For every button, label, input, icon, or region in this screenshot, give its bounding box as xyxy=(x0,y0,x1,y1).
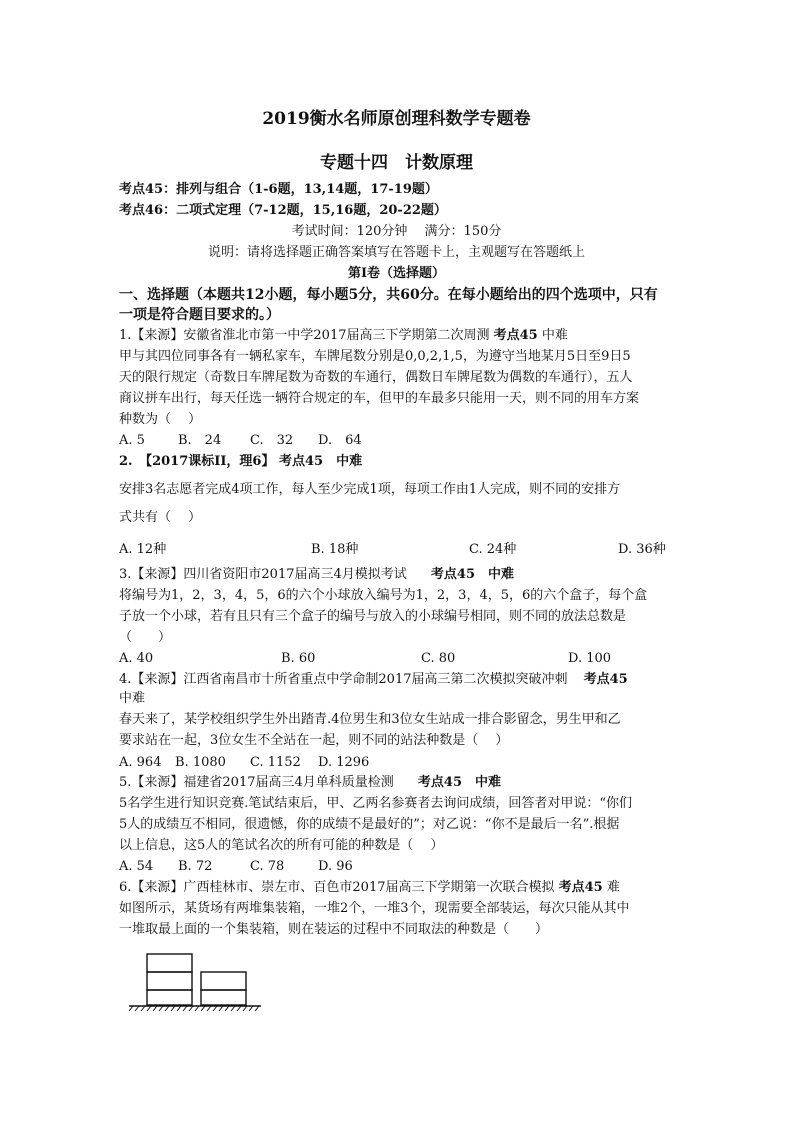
q2-option-b: B. 18种 xyxy=(311,542,359,557)
q1-text-line-1: 甲与其四位同事各有一辆私家车，车牌尾数分别是0,0,2,1,5，为遵守当地某月5日至9日5 xyxy=(119,349,631,364)
q3-option-c: C. 80 xyxy=(421,651,456,666)
q1-option-d: D. 64 xyxy=(318,433,362,448)
q5-text-line-2: 5人的成绩互不相同，很遗憾，你的成绩不是最好的”；对乙说：“你不是最后一名”.根据 xyxy=(119,817,620,832)
q4-knowledge-tag: 考点45 xyxy=(583,672,628,687)
container-stacks-figure xyxy=(125,950,265,1014)
q5-text-line-1: 5名学生进行知识竞赛.笔试结束后，甲、乙两名参赛者去询问成绩，回答者对甲说：“你们 xyxy=(119,796,633,811)
q6-text-line-1: 如图所示，某货场有两堆集装箱，一堆2个，一堆3个，现需要全部装运，每次只能从其中 xyxy=(119,901,630,916)
q6-text-line-2: 一堆取最上面的一个集装箱，则在装运的过程中不同取法的种数是（ ） xyxy=(119,922,549,937)
q1-difficulty: 中难 xyxy=(541,328,568,343)
q3-text-line-2: 子放一个小球，若有且只有三个盒子的编号与放入的小球编号相同，则不同的放法总数是 xyxy=(119,609,627,624)
q4-difficulty: 中难 xyxy=(119,691,146,706)
q1-source-text: 1.【来源】安徽省淮北市第一中学2017届高三下学期第二次周测 xyxy=(119,328,490,343)
q2-source xyxy=(119,453,362,471)
q1-source xyxy=(119,327,568,345)
q5-source-text: 5.【来源】福建省2017届高三4月单科质量检测 xyxy=(119,775,394,790)
q3-text-line-3: （ ） xyxy=(119,630,172,645)
q5-knowledge-tag: 考点45 中难 xyxy=(417,775,501,790)
q3-text-line-1: 将编号为1，2，3，4，5，6的六个小球放入编号为1，2，3，4，5，6的六个盒子，每个盒 xyxy=(119,588,648,603)
section-heading-line-1: 一、选择题（本题共12小题，每小题5分，共60分。在每小题给出的四个选项中，只有 xyxy=(119,287,658,303)
q2-source-text: 2. 【2017课标II，理6】 xyxy=(119,454,275,469)
part-one-heading: 第I卷（选择题） xyxy=(347,266,446,281)
q1-option-c: C. 32 xyxy=(250,433,294,448)
q3-source xyxy=(119,566,514,584)
stack-left-box-middle xyxy=(147,972,192,990)
exam-time: 考试时间：120分钟 满分：150分 xyxy=(291,224,502,239)
stack-right-box-top xyxy=(201,972,246,990)
q3-option-b: B. 60 xyxy=(281,651,316,666)
q3-source-text: 3.【来源】四川省资阳市2017届高三4月模拟考试 xyxy=(119,567,407,582)
q5-source xyxy=(119,774,501,792)
q4-option-b: B. 1080 xyxy=(175,755,226,770)
q2-text-line-2: 式共有（ ） xyxy=(119,510,202,525)
exam-title: 2019衡水名师原创理科数学专题卷 xyxy=(262,109,531,129)
q1-text-line-4: 种数为（ ） xyxy=(119,412,202,427)
stack-right-box-bottom xyxy=(201,990,246,1005)
q4-source-text: 4.【来源】江西省南昌市十所省重点中学命制2017届高三第二次模拟突破冲刺 xyxy=(119,672,568,687)
ground-hatching xyxy=(129,1006,259,1011)
q6-source-text: 6.【来源】广西桂林市、崇左市、百色市2017届高三下学期第一次联合模拟 xyxy=(119,880,555,895)
stack-left-box-top xyxy=(147,954,192,972)
q2-option-d: D. 36种 xyxy=(618,542,666,557)
q3-option-a: A. 40 xyxy=(119,651,154,666)
q1-option-b: B. 24 xyxy=(178,433,222,448)
q4-text-line-1: 春天来了，某学校组织学生外出踏青.4位男生和3位女生站成一排合影留念，男生甲和乙 xyxy=(119,712,621,727)
q4-option-d: D. 1296 xyxy=(318,755,370,770)
q5-option-b: B. 72 xyxy=(178,859,213,874)
q6-knowledge-tag: 考点45 xyxy=(558,880,603,895)
q3-option-d: D. 100 xyxy=(568,651,612,666)
stack-left-box-bottom xyxy=(147,990,192,1005)
knowledge-point-46: 考点46：二项式定理（7-12题，15,16题，20-22题） xyxy=(119,203,447,218)
q5-option-d: D. 96 xyxy=(318,859,353,874)
q4-option-a: A. 964 xyxy=(119,755,162,770)
q1-text-line-3: 商议拼车出行，每天任选一辆符合规定的车，但甲的车最多只能用一天，则不同的用车方案 xyxy=(119,391,640,406)
q5-option-c: C. 78 xyxy=(250,859,285,874)
q4-source xyxy=(119,671,628,689)
exam-subtitle: 专题十四 计数原理 xyxy=(320,153,473,173)
q5-option-a: A. 54 xyxy=(119,859,154,874)
q3-knowledge-tag: 考点45 中难 xyxy=(430,567,514,582)
knowledge-point-45: 考点45：排列与组合（1-6题，13,14题，17-19题） xyxy=(119,182,438,197)
q4-text-line-2: 要求站在一起，3位女生不全站在一起，则不同的站法种数是（ ） xyxy=(119,733,509,748)
q1-option-a: A. 5 xyxy=(119,433,145,448)
q2-knowledge-tag: 考点45 中难 xyxy=(279,454,363,469)
q1-knowledge-tag: 考点45 xyxy=(493,328,538,343)
q2-text-line-1: 安排3名志愿者完成4项工作，每人至少完成1项，每项工作由1人完成，则不同的安排方 xyxy=(119,482,621,497)
q2-option-a: A. 12种 xyxy=(119,542,167,557)
section-heading-line-2: 一项是符合题目要求的。） xyxy=(119,307,280,323)
q5-text-line-3: 以上信息，这5人的笔试名次的所有可能的种数是（ ） xyxy=(119,838,444,853)
q1-text-line-2: 天的限行规定（奇数日车牌尾数为奇数的车通行，偶数日车牌尾数为偶数的车通行），五人 xyxy=(119,370,633,385)
q6-difficulty: 难 xyxy=(606,880,620,895)
q2-option-c: C. 24种 xyxy=(469,542,517,557)
q6-source xyxy=(119,879,620,897)
exam-note: 说明：请将选择题正确答案填写在答题卡上，主观题写在答题纸上 xyxy=(207,245,585,260)
q4-option-c: C. 1152 xyxy=(250,755,301,770)
